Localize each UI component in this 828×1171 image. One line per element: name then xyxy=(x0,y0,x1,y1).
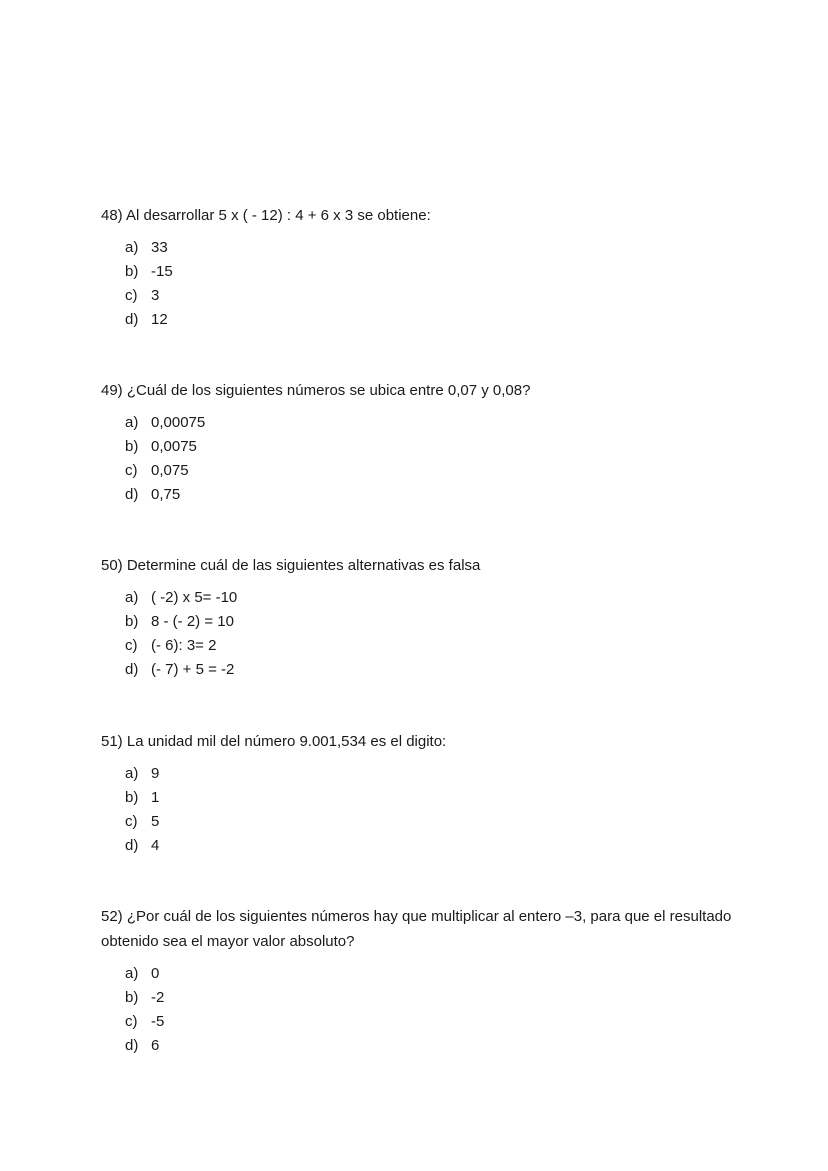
option-text: 33 xyxy=(151,239,168,256)
option-letter: a) xyxy=(125,414,139,431)
option-b xyxy=(125,435,741,459)
option-letter: b) xyxy=(125,613,139,630)
question-text: 48) Al desarrollar 5 x ( - 12) : 4 + 6 x 3 se obtiene: xyxy=(101,207,431,224)
option-letter: d) xyxy=(125,311,139,328)
option-text: 12 xyxy=(151,311,168,328)
option-b xyxy=(125,260,741,284)
option-text: 0,075 xyxy=(151,462,189,479)
option-text: 0,75 xyxy=(151,486,181,503)
option-letter: c) xyxy=(125,813,138,830)
option-text: 0 xyxy=(151,965,160,982)
option-letter: b) xyxy=(125,438,139,455)
option-text: 0,0075 xyxy=(151,438,197,455)
options-list xyxy=(101,586,741,682)
option-letter: c) xyxy=(125,1013,138,1030)
option-c xyxy=(125,810,741,834)
question-text: 51) La unidad mil del número 9.001,534 es el digito: xyxy=(101,733,447,750)
option-text: 0,00075 xyxy=(151,414,206,431)
option-text: -15 xyxy=(151,263,173,280)
option-letter: a) xyxy=(125,765,139,782)
option-letter: b) xyxy=(125,263,139,280)
option-b xyxy=(125,610,741,634)
option-text: 9 xyxy=(151,765,160,782)
option-text: -5 xyxy=(151,1013,165,1030)
option-text: ( -2) x 5= -10 xyxy=(151,589,238,606)
question-text: 49) ¿Cuál de los siguientes números se ubica entre 0,07 y 0,08? xyxy=(101,382,531,399)
option-a xyxy=(125,586,741,610)
option-letter: a) xyxy=(125,965,139,982)
option-letter: d) xyxy=(125,837,139,854)
option-text: 3 xyxy=(151,287,160,304)
option-a xyxy=(125,762,741,786)
option-d xyxy=(125,1034,741,1058)
option-letter: b) xyxy=(125,989,139,1006)
option-text: -2 xyxy=(151,989,165,1006)
question-48 xyxy=(101,203,741,332)
option-c xyxy=(125,284,741,308)
option-text: (- 6): 3= 2 xyxy=(151,637,217,654)
option-c xyxy=(125,634,741,658)
option-d xyxy=(125,658,741,682)
option-text: 1 xyxy=(151,789,160,806)
option-c xyxy=(125,1010,741,1034)
option-letter: d) xyxy=(125,1037,139,1054)
option-b xyxy=(125,986,741,1010)
question-51 xyxy=(101,729,741,858)
option-d xyxy=(125,483,741,507)
option-b xyxy=(125,786,741,810)
option-text: 4 xyxy=(151,837,160,854)
options-list xyxy=(101,411,741,507)
option-letter: c) xyxy=(125,637,138,654)
options-list xyxy=(101,236,741,332)
question-50 xyxy=(101,553,741,682)
option-text: 6 xyxy=(151,1037,160,1054)
option-c xyxy=(125,459,741,483)
option-text: 5 xyxy=(151,813,160,830)
option-letter: b) xyxy=(125,789,139,806)
question-text: 50) Determine cuál de las siguientes alternativas es falsa xyxy=(101,557,481,574)
option-letter: d) xyxy=(125,661,139,678)
option-a xyxy=(125,962,741,986)
option-a xyxy=(125,411,741,435)
option-d xyxy=(125,308,741,332)
options-list xyxy=(101,762,741,858)
question-text: 52) ¿Por cuál de los siguientes números hay que multiplicar al entero –3, para que el resultado obtenido sea el mayor valor absoluto? xyxy=(101,908,732,950)
option-a xyxy=(125,236,741,260)
option-letter: c) xyxy=(125,462,138,479)
option-d xyxy=(125,834,741,858)
question-52 xyxy=(101,904,741,1058)
options-list xyxy=(101,962,741,1058)
question-49 xyxy=(101,378,741,507)
option-letter: d) xyxy=(125,486,139,503)
option-letter: a) xyxy=(125,239,139,256)
option-letter: a) xyxy=(125,589,139,606)
option-text: (- 7) + 5 = -2 xyxy=(151,661,235,678)
option-text: 8 - (- 2) = 10 xyxy=(151,613,234,630)
option-letter: c) xyxy=(125,287,138,304)
